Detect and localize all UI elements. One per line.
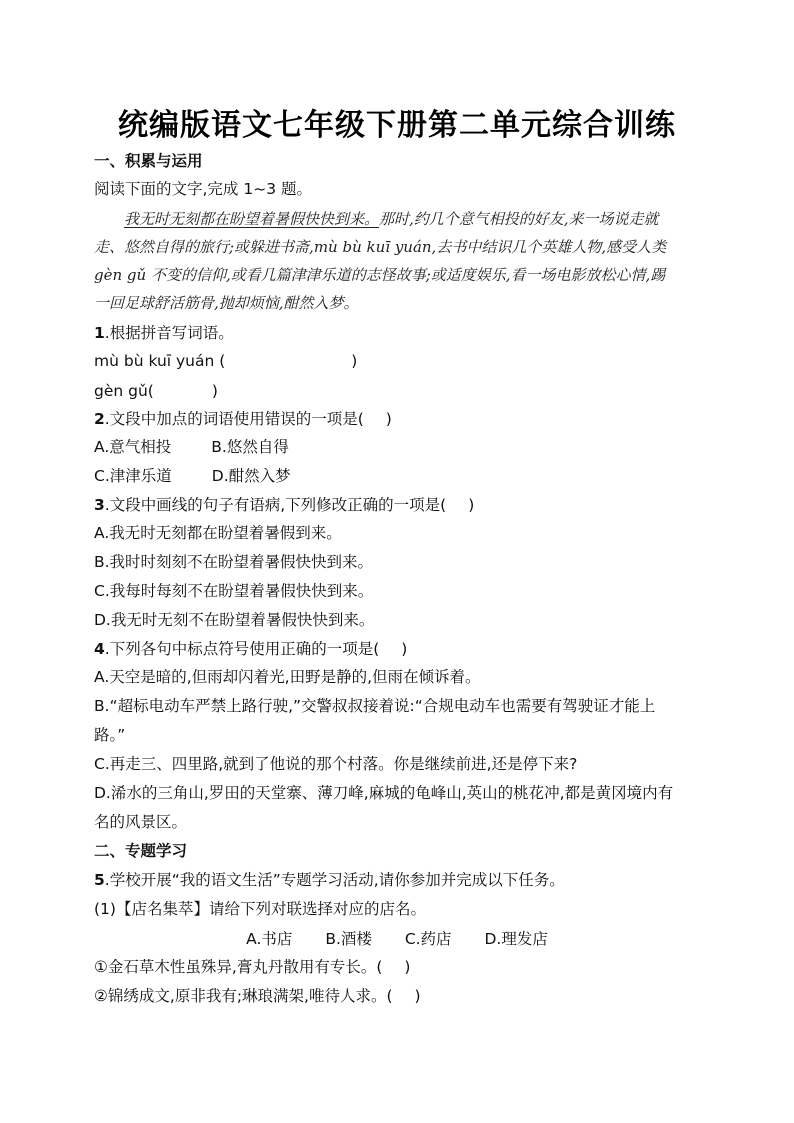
question-3-text: .文段中画线的句子有语病,下列修改正确的一项是(	[104, 496, 447, 514]
passage-line-3: gèn gǔ 不变的信仰,或看几篇津津乐道的志怪故事;或适度娱乐,看一场电影放松心情,踢	[94, 266, 666, 284]
paren-close: )	[385, 410, 392, 428]
question-2-options-row-2	[94, 465, 291, 487]
underlined-sentence: 我无时无刻都在盼望着暑假快快到来。	[124, 210, 380, 228]
passage-line-1-rest: 那时,约几个意气相投的好友,来一场说走就	[379, 210, 659, 228]
passage-line-1	[124, 208, 724, 229]
passage-line-4: 一回足球舒活筋骨,抛却烦恼,酣然入梦。	[94, 294, 359, 312]
option-d-continued: 名的风景区。	[94, 813, 188, 831]
pinyin-1: mù bù kuī yuán (	[94, 352, 226, 370]
section-heading-1: 一、积累与运用	[94, 152, 203, 170]
couplet-1	[94, 956, 410, 978]
page-title: 统编版语文七年级下册第二单元综合训练	[118, 108, 676, 143]
option-c[interactable]: C.我每时每刻不在盼望着暑假快快到来。	[94, 582, 374, 600]
question-2-text: .文段中加点的词语使用错误的一项是(	[104, 410, 364, 428]
shop-option-c[interactable]: C.药店	[404, 930, 452, 948]
question-4	[94, 638, 407, 660]
option-b[interactable]: B.我时时刻刻不在盼望着暑假快快到来。	[94, 553, 374, 571]
question-5-number: 5	[94, 871, 105, 889]
option-d[interactable]: D.酣然入梦	[211, 467, 291, 485]
option-a[interactable]: A.我无时无刻都在盼望着暑假到来。	[94, 524, 342, 542]
question-1-number: 1	[94, 324, 105, 342]
question-2-number: 2	[94, 410, 105, 428]
option-c[interactable]: C.再走三、四里路,就到了他说的那个村落。你是继续前进,还是停下来?	[94, 755, 578, 773]
question-3-number: 3	[94, 496, 105, 514]
option-a[interactable]: A.天空是暗的,但雨却闪着光,田野是静的,但雨在倾诉着。	[94, 668, 481, 686]
option-c[interactable]: C.津津乐道	[94, 467, 172, 485]
couplet-2-text: ②锦绣成文,原非我有;琳琅满架,唯待人求。(	[94, 987, 393, 1005]
question-4-number: 4	[94, 640, 105, 658]
option-d[interactable]: D.我无时无刻不在盼望着暑假快快到来。	[94, 611, 375, 629]
question-4-text: .下列各句中标点符号使用正确的一项是(	[104, 640, 380, 658]
question-1-item-1	[94, 350, 357, 372]
question-5	[94, 869, 565, 891]
pinyin-2: gèn gǔ(	[94, 382, 154, 400]
question-5-text: .学校开展“我的语文生活”专题学习活动,请你参加并完成以下任务。	[104, 871, 565, 889]
question-1	[94, 322, 234, 344]
shop-option-a[interactable]: A.书店	[246, 930, 293, 948]
shop-name-options	[0, 927, 794, 949]
paren-close: )	[414, 987, 421, 1005]
couplet-1-text: ①金石草木性虽殊异,膏丸丹散用有专长。(	[94, 958, 383, 976]
shop-option-b[interactable]: B.酒楼	[325, 930, 372, 948]
option-a[interactable]: A.意气相投	[94, 438, 172, 456]
question-2	[94, 408, 392, 430]
shop-option-d[interactable]: D.理发店	[484, 930, 548, 948]
paren-close: )	[351, 352, 358, 370]
paren-close: )	[401, 640, 408, 658]
section-heading-2: 二、专题学习	[94, 842, 188, 860]
question-3	[94, 494, 474, 516]
question-2-options-row-1	[94, 436, 289, 458]
question-1-item-2	[94, 380, 218, 402]
question-5-sub-1: (1)【店名集萃】请给下列对联选择对应的店名。	[94, 900, 426, 918]
couplet-2	[94, 985, 421, 1007]
paren-close: )	[211, 382, 218, 400]
question-1-text: .根据拼音写词语。	[104, 324, 234, 342]
paren-close: )	[404, 958, 411, 976]
option-b[interactable]: B.“超标电动车严禁上路行驶,”交警叔叔接着说:“合规电动车也需要有驾驶证才能上	[94, 697, 656, 715]
passage-line-2: 走、悠然自得的旅行;或躲进书斋,mù bù kuī yuán,去书中结识几个英雄人物,感受人类	[94, 238, 667, 256]
paren-close: )	[468, 496, 475, 514]
reading-instruction: 阅读下面的文字,完成 1~3 题。	[94, 180, 312, 198]
option-b-continued: 路。”	[94, 726, 126, 744]
option-b[interactable]: B.悠然自得	[211, 438, 289, 456]
option-d[interactable]: D.浠水的三角山,罗田的天堂寨、薄刀峰,麻城的龟峰山,英山的桃花冲,都是黄冈境内有	[94, 784, 674, 802]
